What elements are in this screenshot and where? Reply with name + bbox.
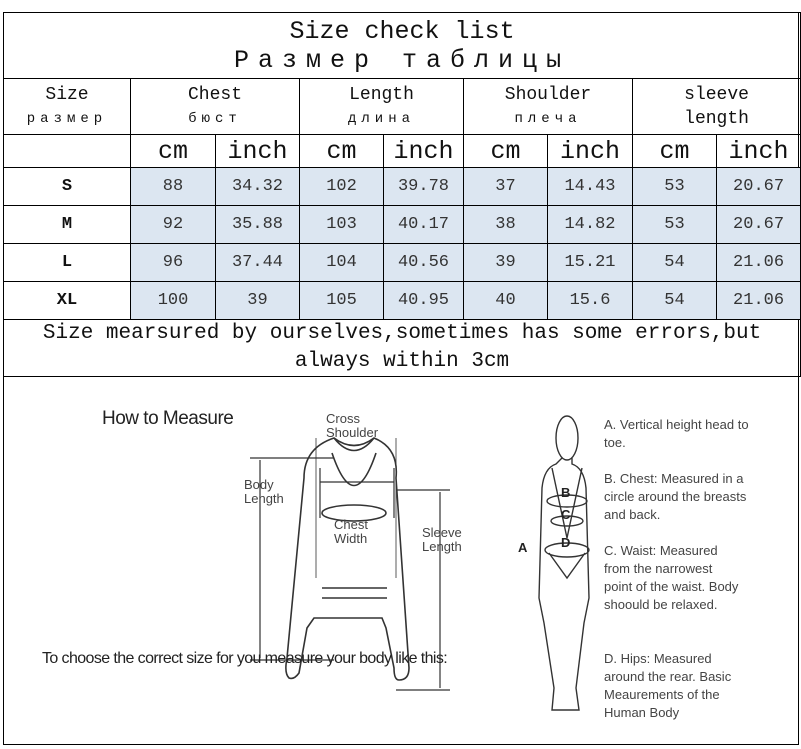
header-sleeve xyxy=(633,79,801,135)
value-cell: 14.43 xyxy=(548,168,633,206)
value-cell: 39.78 xyxy=(384,168,464,206)
table-row xyxy=(4,206,801,244)
figure-label-d: D xyxy=(561,535,571,550)
value-cell: 20.67 xyxy=(717,168,801,206)
instruction-text: To choose the correct size for you measure your body like this: xyxy=(42,650,448,667)
table-title xyxy=(4,13,801,79)
header-sublabel: длина xyxy=(347,110,415,127)
body-length-label xyxy=(244,478,284,506)
value-cell: 102 xyxy=(300,168,384,206)
header-sublabel: размер xyxy=(26,110,108,127)
value-cell: 54 xyxy=(633,282,717,320)
size-cell: L xyxy=(4,244,131,282)
value-cell: 40 xyxy=(464,282,548,320)
header-sublabel: бюст xyxy=(188,110,242,127)
title-english: Size check list xyxy=(289,16,515,46)
figure-label-a: A xyxy=(518,540,528,555)
legend-a: A. Vertical height head to toe. xyxy=(604,417,749,450)
value-cell: 88 xyxy=(131,168,216,206)
unit-inch: inch xyxy=(384,135,464,168)
header-sublabel: плеча xyxy=(514,110,582,127)
unit-cm: cm xyxy=(464,135,548,168)
value-cell: 35.88 xyxy=(216,206,300,244)
value-cell: 54 xyxy=(633,244,717,282)
chest-width-line1: Chest xyxy=(334,517,368,532)
unit-inch: inch xyxy=(717,135,801,168)
measurement-note: Size mearsured by ourselves,sometimes has some errors,but always within 3cm xyxy=(4,320,801,377)
value-cell: 14.82 xyxy=(548,206,633,244)
cross-shoulder-line1: Cross xyxy=(326,411,360,426)
size-cell: S xyxy=(4,168,131,206)
header-label: sleeve xyxy=(684,84,749,105)
unit-inch: inch xyxy=(548,135,633,168)
size-cell: XL xyxy=(4,282,131,320)
header-size xyxy=(4,79,131,135)
value-cell: 39 xyxy=(464,244,548,282)
chest-width-label xyxy=(334,518,368,546)
cross-shoulder-line2: Shoulder xyxy=(326,425,379,440)
header-row xyxy=(4,79,801,135)
size-cell: M xyxy=(4,206,131,244)
value-cell: 37 xyxy=(464,168,548,206)
body-length-line1: Body xyxy=(244,477,274,492)
value-cell: 100 xyxy=(131,282,216,320)
value-cell: 15.21 xyxy=(548,244,633,282)
header-label: Shoulder xyxy=(504,84,592,105)
header-label: Chest xyxy=(187,84,242,105)
value-cell: 104 xyxy=(300,244,384,282)
legend-d: D. Hips: Measured around the rear. Basic Meaurements of the Human Body xyxy=(604,651,732,720)
table-row xyxy=(4,168,801,206)
value-cell: 39 xyxy=(216,282,300,320)
unit-cm: cm xyxy=(300,135,384,168)
size-table xyxy=(3,12,801,377)
figure-label-c: C xyxy=(561,507,571,522)
value-cell: 21.06 xyxy=(717,282,801,320)
value-cell: 37.44 xyxy=(216,244,300,282)
sleeve-length-line2: Length xyxy=(422,539,462,554)
unit-cm: cm xyxy=(131,135,216,168)
value-cell: 40.95 xyxy=(384,282,464,320)
unit-inch: inch xyxy=(216,135,300,168)
header-sublabel: length xyxy=(684,108,749,129)
how-to-measure-title: How to Measure xyxy=(102,408,234,429)
sleeve-length-label xyxy=(422,526,462,554)
cross-shoulder-label xyxy=(326,412,378,440)
title-row xyxy=(4,13,801,79)
value-cell: 40.56 xyxy=(384,244,464,282)
value-cell: 20.67 xyxy=(717,206,801,244)
value-cell: 53 xyxy=(633,206,717,244)
value-cell: 92 xyxy=(131,206,216,244)
header-label: Length xyxy=(349,84,414,105)
how-to-measure-section xyxy=(4,378,798,744)
note-row xyxy=(4,320,801,377)
legend-b: B. Chest: Measured in a circle around the breasts and back. xyxy=(604,471,747,522)
unit-cm: cm xyxy=(633,135,717,168)
sweater-icon xyxy=(286,438,409,680)
value-cell: 38 xyxy=(464,206,548,244)
figure-label-b: B xyxy=(561,485,571,500)
value-cell: 40.17 xyxy=(384,206,464,244)
value-cell: 21.06 xyxy=(717,244,801,282)
title-russian: Размер таблицы xyxy=(234,45,571,75)
body-length-line2: Length xyxy=(244,491,284,506)
value-cell: 103 xyxy=(300,206,384,244)
chest-width-line2: Width xyxy=(334,531,368,546)
value-cell: 53 xyxy=(633,168,717,206)
legend-c: C. Waist: Measured from the narrowest point of the waist. Body shoould be relaxed. xyxy=(604,543,739,612)
value-cell: 34.32 xyxy=(216,168,300,206)
value-cell: 105 xyxy=(300,282,384,320)
header-chest xyxy=(131,79,300,135)
value-cell: 96 xyxy=(131,244,216,282)
body-figure-icon xyxy=(539,416,589,710)
table-row xyxy=(4,244,801,282)
sleeve-length-line1: Sleeve xyxy=(422,525,462,540)
empty-cell xyxy=(4,135,131,168)
table-row xyxy=(4,282,801,320)
header-shoulder xyxy=(464,79,633,135)
units-row xyxy=(4,135,801,168)
header-length xyxy=(300,79,464,135)
header-label: Size xyxy=(45,84,89,105)
value-cell: 15.6 xyxy=(548,282,633,320)
